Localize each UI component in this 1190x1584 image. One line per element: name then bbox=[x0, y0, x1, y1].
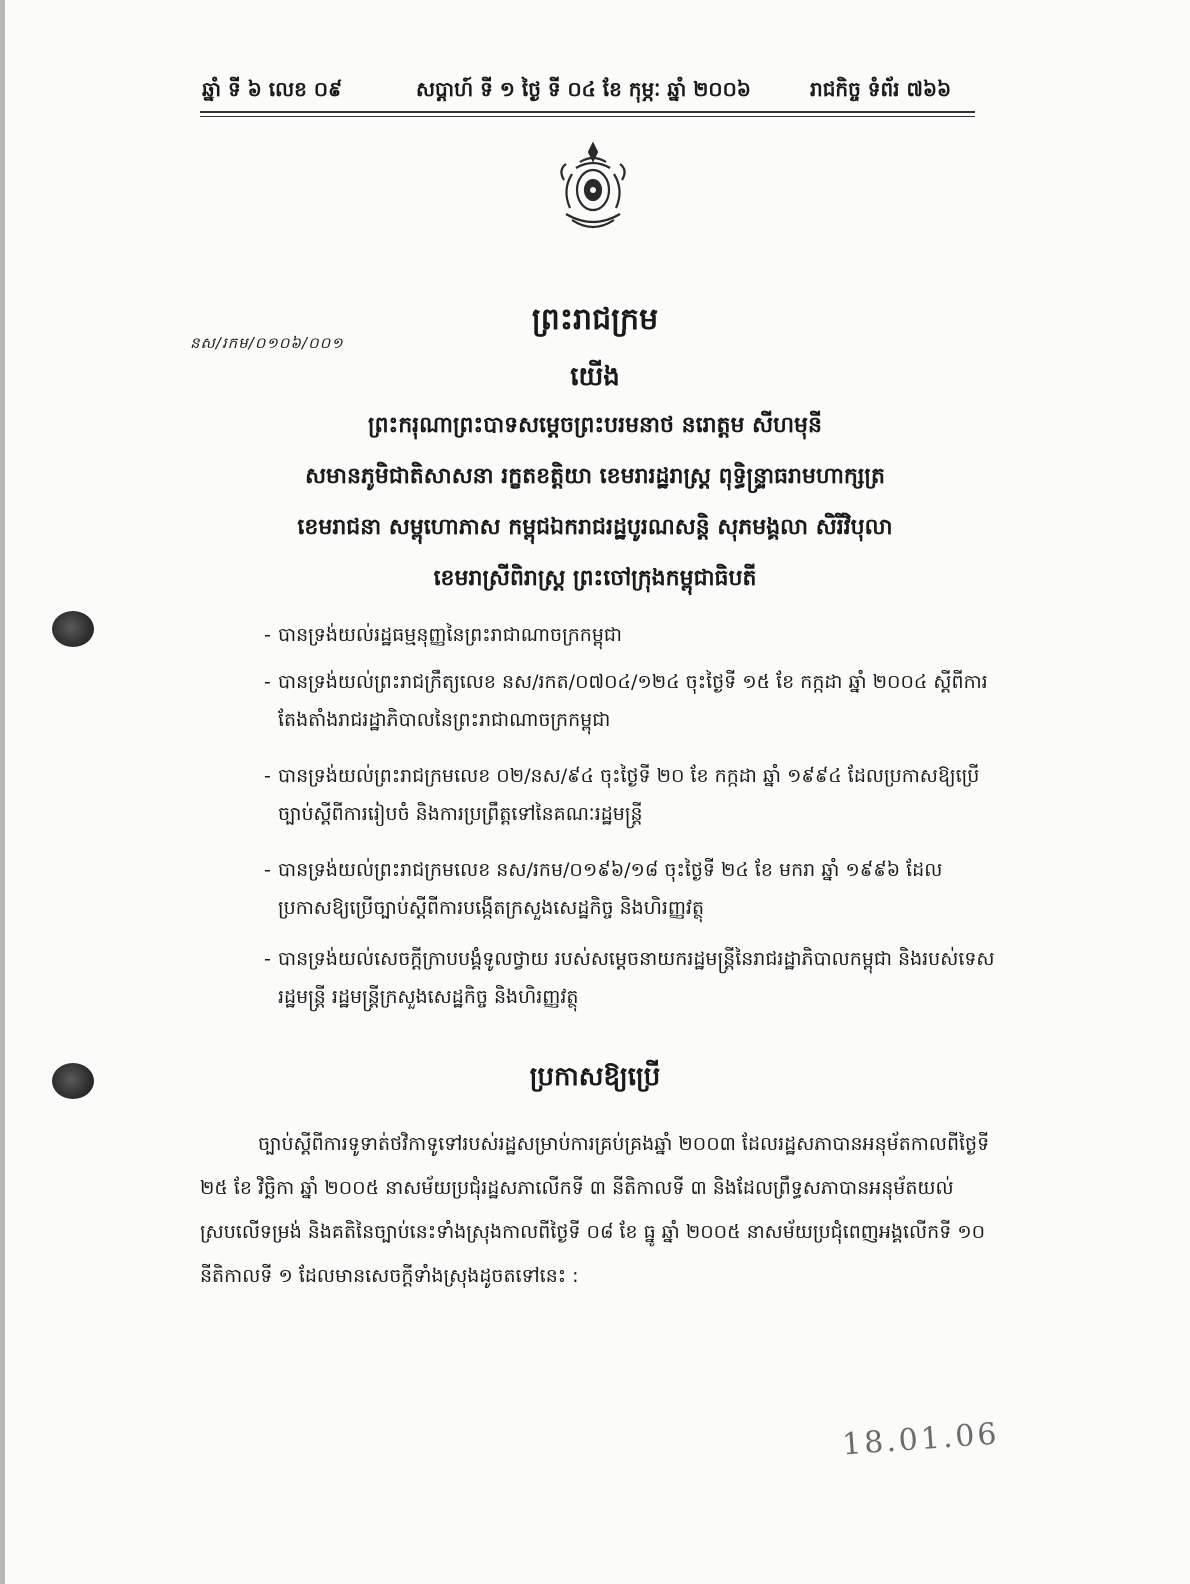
preamble-item: - បានទ្រង់យល់រដ្ឋធម្មនុញ្ញនៃព្រះរាជាណាចក្រកម្ពុជា bbox=[264, 616, 1004, 654]
preamble-text: បានទ្រង់យល់សេចក្តីក្រាបបង្គំទូលថ្វាយ របស់សម្តេចនាយករដ្ឋមន្ត្រីនៃរាជរដ្ឋាភិបាលកម្ពុជា និងរបស់ទេសរដ្ឋមន្ត្រី រដ្ឋមន្ត្រីក្រសួងសេដ្ឋកិច្ច និងហិរញ្ញវត្ថុ bbox=[278, 948, 995, 1008]
header-gazette-page: រាជកិច្ច ទំព័រ ៧៦៦ bbox=[810, 77, 952, 101]
preamble-item: - បានទ្រង់យល់សេចក្តីក្រាបបង្គំទូលថ្វាយ របស់សម្តេចនាយករដ្ឋមន្ត្រីនៃរាជរដ្ឋាភិបាលកម្ពុជា និងរបស់ទេសរដ្ឋមន្ត្រី រដ្ឋមន្ត្រីក្រសួងសេដ្ឋកិច្ច និងហិរញ្ញវត្ថុ bbox=[264, 940, 1004, 1016]
preamble-item: - បានទ្រង់យល់ព្រះរាជក្រមលេខ នស/រកម/០១៩៦/១៨ ចុះថ្ងៃទី ២៤ ខែ មករា ឆ្នាំ ១៩៩៦ ដែលប្រកាសឱ្យប្រើច្បាប់ស្តីពីការបង្កើតក្រសួងសេដ្ឋកិច្ច និងហិរញ្ញវត្ថុ bbox=[264, 851, 1004, 927]
header-year-issue: ឆ្នាំ ទី ៦ លេខ ០៩ bbox=[202, 77, 343, 101]
preamble-text: បានទ្រង់យល់ព្រះរាជក្រមលេខ ០២/នស/៩៤ ចុះថ្ងៃទី ២០ ខែ កក្កដា ឆ្នាំ ១៩៩៤ ដែលប្រកាសឱ្យប្រើច្បាប់ស្តីពីការរៀបចំ និងការប្រព្រឹត្តទៅនៃគណៈរដ្ឋមន្ត្រី bbox=[278, 765, 980, 825]
decree-title: ព្រះរាជក្រម bbox=[531, 302, 659, 337]
body-paragraph: ច្បាប់ស្តីពីការទូទាត់ថវិកាទូទៅរបស់រដ្ឋសម្រាប់ការគ្រប់គ្រងឆ្នាំ ២០០៣ ដែលរដ្ឋសភាបានអនុម័តកាលពីថ្ងៃទី ២៥ ខែ វិច្ឆិកា ឆ្នាំ ២០០៥ នាសម័យប្រជុំរដ្ឋសភាលើកទី ៣ នីតិកាលទី ៣ និងដែលព្រឹទ្ធសភាបានអនុម័តយល់ស្របលើទម្រង់ និងគតិនៃច្បាប់នេះទាំងស្រុងកាលពីថ្ងៃទី ០៨ ខែ ធ្នូ ឆ្នាំ ២០០៥ នាសម័យប្រជុំពេញអង្គលើកទី ១០ នីតិកាលទី ១ ដែលមានសេចក្តីទាំងស្រុងដូចតទៅនេះ : bbox=[200, 1133, 990, 1287]
punch-hole bbox=[52, 611, 94, 647]
promulgate-heading: ប្រកាសឱ្យប្រើ bbox=[529, 1062, 661, 1092]
scan-edge bbox=[0, 0, 5, 1584]
royal-coat-of-arms-icon bbox=[550, 140, 636, 232]
preamble-text: បានទ្រង់យល់រដ្ឋធម្មនុញ្ញនៃព្រះរាជាណាចក្រកម្ពុជា bbox=[278, 624, 623, 646]
king-title-line: ខេមរាជនា សម្ពុហោភាស កម្ពុជឯករាជរដ្ឋបូរណសន្តិ សុភមង្គលា សិរីវិបុលា bbox=[297, 515, 893, 540]
king-title-line: ខេមរាស្រីពិរាស្ត្រ ព្រះចៅក្រុងកម្ពុជាធិបតី bbox=[433, 566, 757, 591]
king-title-line: សមានភូមិជាតិសាសនា រក្ខតខត្តិយា ខេមរារដ្ឋរាស្ត្រ ពុទ្ធិន្ទ្រាធរាមហាក្សត្រ bbox=[305, 464, 885, 489]
we-heading: យើង bbox=[570, 362, 620, 392]
handwritten-date: 18.01.06 bbox=[840, 1416, 1001, 1463]
preamble-text: បានទ្រង់យល់ព្រះរាជក្រឹត្យលេខ នស/រកត/០៧០៤/១២៤ ចុះថ្ងៃទី ១៥ ខែ កក្កដា ឆ្នាំ ២០០៤ ស្តីពីការតែងតាំងរាជរដ្ឋាភិបាលនៃព្រះរាជាណាចក្រកម្ពុជា bbox=[278, 671, 988, 731]
reference-number: នស/រកម/០១០៦/០០១ bbox=[190, 334, 344, 352]
header-rule-thin bbox=[200, 116, 975, 117]
preamble-item: - បានទ្រង់យល់ព្រះរាជក្រឹត្យលេខ នស/រកត/០៧០៤/១២៤ ចុះថ្ងៃទី ១៥ ខែ កក្កដា ឆ្នាំ ២០០៤ ស្តីពីការតែងតាំងរាជរដ្ឋាភិបាលនៃព្រះរាជាណាចក្រកម្ពុជា bbox=[264, 663, 1004, 739]
preamble-item: - បានទ្រង់យល់ព្រះរាជក្រមលេខ ០២/នស/៩៤ ចុះថ្ងៃទី ២០ ខែ កក្កដា ឆ្នាំ ១៩៩៤ ដែលប្រកាសឱ្យប្រើច្បាប់ស្តីពីការរៀបចំ និងការប្រព្រឹត្តទៅនៃគណៈរដ្ឋមន្ត្រី bbox=[264, 757, 1004, 833]
preamble-text: បានទ្រង់យល់ព្រះរាជក្រមលេខ នស/រកម/០១៩៦/១៨ ចុះថ្ងៃទី ២៤ ខែ មករា ឆ្នាំ ១៩៩៦ ដែលប្រកាសឱ្យប្រើច្បាប់ស្តីពីការបង្កើតក្រសួងសេដ្ឋកិច្ច និងហិរញ្ញវត្ថុ bbox=[278, 859, 943, 919]
king-title-line: ព្រះករុណាព្រះបាទសម្តេចព្រះបរមនាថ នរោត្តម សីហមុនី bbox=[368, 413, 822, 438]
gazette-header bbox=[200, 68, 975, 104]
header-rule bbox=[200, 111, 975, 113]
header-date: សប្តាហ៍ ទី ១ ថ្ងៃ ទី ០៤ ខែ កុម្ភៈ ឆ្នាំ ២០០៦ bbox=[416, 77, 751, 101]
